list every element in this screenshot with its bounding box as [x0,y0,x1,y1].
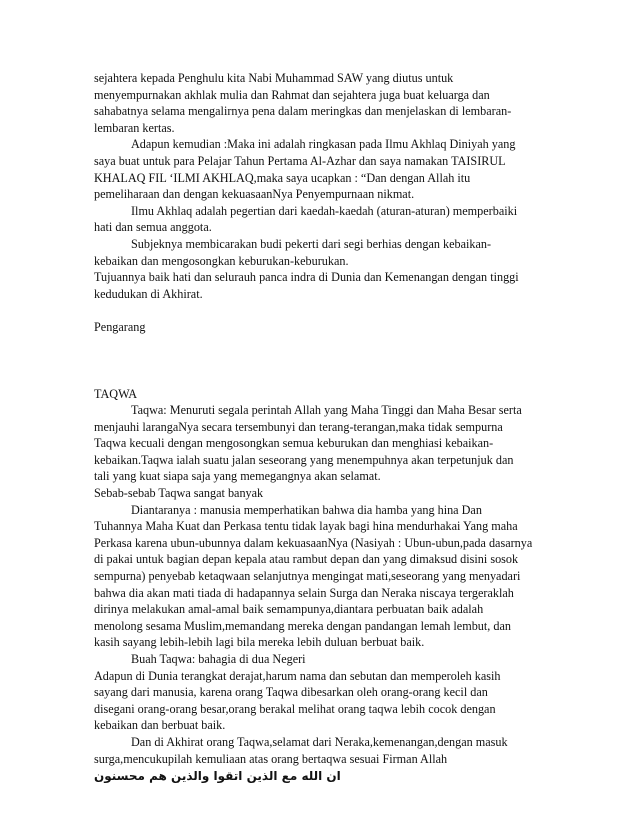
text-line: sahabatnya selama mengalirnya pena dalam meringkas dan menjelaskan di lembaran- [94,104,512,119]
sebab-heading: Sebab-sebab Taqwa sangat banyak [94,486,264,501]
arabic-verse-line [94,767,554,785]
taqwa-definition [94,402,554,485]
text-line: Subjeknya membicarakan budi pekerti dari segi berhias dengan kebaikan- [131,236,492,251]
text-line: di pakai untuk bagian depan kepala atau rambut depan dan yang dimaksud disini sosok [94,552,519,567]
text-line: hati dan semua anggota. [94,220,212,235]
section-title: TAQWA [94,386,138,401]
text-line: Adapun di Dunia terangkat derajat,harum nama dan sebutan dan memperoleh kasih [94,668,501,683]
author-signature: Pengarang [94,319,146,334]
akhirat-paragraph [94,734,554,767]
text-line: Adapun kemudian :Maka ini adalah ringkasan pada Ilmu Akhlaq Diniyah yang [131,137,516,152]
text-line: Perkasa karena ubun-ubunnya dalam kekuasaanNya (Nasiyah : Ubun-ubun,pada dasarnya [94,535,533,550]
text-line: pemeliharaan dan dengan kekuasaanNya Penyempurnaan nikmat. [94,187,415,202]
text-line: sempurna) penyebab ketaqwaan selanjutnya mengingat mati,seseorang yang menyadari [94,569,521,584]
text-line: sejahtera kepada Penghulu kita Nabi Muhammad SAW yang diutus untuk [94,71,454,85]
text-line: lembaran kertas. [94,120,175,135]
sebab-paragraph [94,502,554,651]
text-line: KHALAQ FIL ‘ILMI AKHLAQ,maka saya ucapkan : “Dan dengan Allah itu [94,170,471,185]
text-line: saya buat untuk para Pelajar Tahun Pertama Al-Azhar dan saya namakan TAISIRUL [94,153,506,168]
arabic-verse: ان الله مع الذين اتقوا والذين هم محسنون [94,769,341,784]
buah-heading: Buah Taqwa: bahagia di dua Negeri [131,652,306,666]
text-line: Ilmu Akhlaq adalah pegertian dari kaedah-kaedah (aturan-aturan) memperbaiki [131,203,518,218]
definition-paragraph [94,203,554,236]
text-line: kebaikan.Taqwa ialah suatu jalan seseorang yang menempuhnya akan terpetunjuk dan [94,452,514,467]
text-line: kebaikan dan berbuat baik. [94,718,226,733]
opening-paragraph [94,70,554,136]
text-line: kedudukan di Akhirat. [94,286,203,301]
subject-paragraph [94,236,554,269]
text-line: Taqwa kecuali dengan mengosongkan semua keburukan dan menghiasi kebaikan- [94,436,494,451]
text-line: menyempurnakan akhlak mulia dan Rahmat dan sejahtera juga buat keluarga dan [94,87,490,102]
text-line: kasih sayang lebih-lebih lagi bila mereka lebih duluan berbuat baik. [94,635,425,650]
intro-paragraph [94,136,554,202]
text-line: kebaikan dan mengosongkan keburukan-keburukan. [94,253,349,268]
text-line: bahwa dia akan mati tiada di hadapannya selain Surga dan Neraka niscaya tergeraklah [94,585,514,600]
text-line: dirinya melakukan amal-amal baik semampunya,diantara perbuatan baik adalah [94,602,484,617]
text-line: disegani orang-orang besar,orang berakal melihat orang taqwa lebih cocok dengan [94,701,496,716]
goal-paragraph [94,269,554,302]
text-line: tali yang kuat siapa saja yang memegangnya akan selamat. [94,469,381,484]
text-line: Dan di Akhirat orang Taqwa,selamat dari Neraka,kemenangan,dengan masuk [131,734,508,749]
text-line: Taqwa: Menuruti segala perintah Allah yang Maha Tinggi dan Maha Besar serta [131,403,522,418]
text-line: Tuhannya Maha Kuat dan Perkasa tentu tidak layak bagi hina mendurhakai Yang maha [94,519,518,534]
text-line: Tujuannya baik hati dan selurauh panca indra di Dunia dan Kemenangan dengan tinggi [94,270,519,285]
document-body [94,70,554,785]
buah-paragraph [94,668,554,734]
text-line: menjauhi larangaNya secara tersembunyi dan terang-terangan,maka tidak sempurna [94,419,503,434]
text-line: surga,mencukupilah kemuliaan atas orang bertaqwa sesuai Firman Allah [94,751,448,766]
text-line: Diantaranya : manusia memperhatikan bahwa dia hamba yang hina Dan [131,502,482,517]
text-line: sayang dari manusia, karena orang Taqwa dibesarkan oleh orang-orang kecil dan [94,685,488,700]
text-line: menolong sesama Muslim,memandang mereka dengan pandangan lemah lembut, dan [94,618,511,633]
